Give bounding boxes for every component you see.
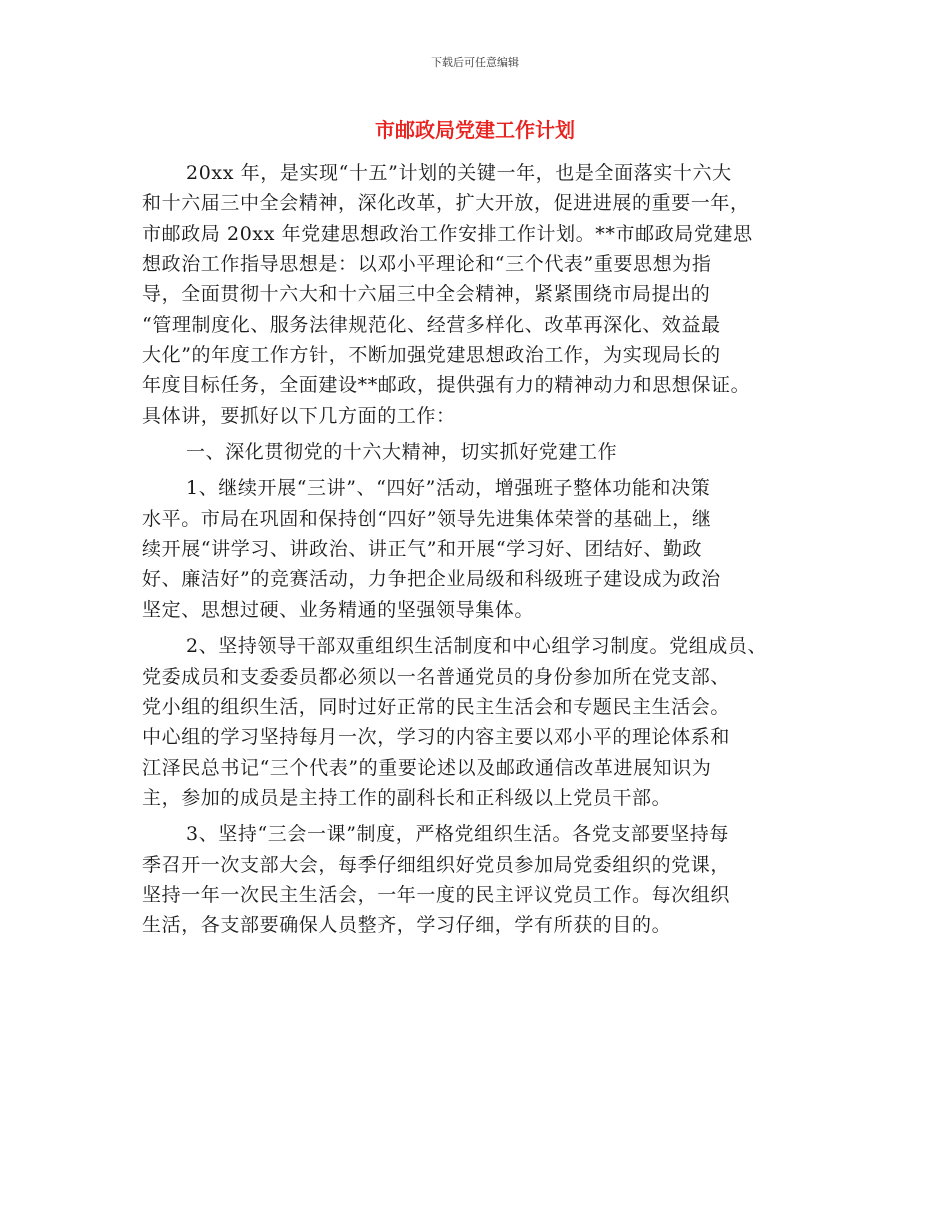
paragraph-line: 续开展“讲学习、讲政治、讲正气”和开展“学习好、团结好、勤政 xyxy=(142,538,703,561)
paragraph xyxy=(142,631,832,813)
paragraph-line: 一、深化贯彻党的十六大精神，切实抓好党建工作 xyxy=(186,441,618,464)
paragraph-line: 年度目标任务，全面建设**邮政，提供强有力的精神动力和思想保证。 xyxy=(142,374,751,397)
paragraph xyxy=(142,473,832,625)
header-note: 下载后可任意编辑 xyxy=(431,56,519,69)
paragraph xyxy=(142,819,832,940)
paragraph-line: 2、坚持领导干部双重组织生活制度和中心组学习制度。党组成员、 xyxy=(186,635,768,658)
paragraph xyxy=(142,437,832,467)
paragraph-line: 大化”的年度工作方针，不断加强党建思想政治工作，为实现局长的 xyxy=(142,344,721,367)
paragraph-line: 江泽民总书记“三个代表”的重要论述以及邮政通信改革进展知识为 xyxy=(142,756,712,779)
paragraph-line: 坚持一年一次民主生活会，一年一度的民主评议党员工作。每次组织 xyxy=(142,883,731,906)
paragraph-line: 和十六届三中全会精神，深化改革，扩大开放，促进进展的重要一年， xyxy=(142,192,750,215)
paragraph-line: 中心组的学习坚持每月一次，学习的内容主要以邓小平的理论体系和 xyxy=(142,726,731,749)
paragraph-line: 党委成员和支委委员都必须以一名普通党员的身份参加所在党支部、 xyxy=(142,665,731,688)
paragraph-line: 具体讲，要抓好以下几方面的工作： xyxy=(142,404,456,427)
paragraph-line: 主，参加的成员是主持工作的副科长和正科级以上党员干部。 xyxy=(142,786,672,809)
paragraph-line: 党小组的组织生活，同时过好正常的民主生活会和专题民主生活会。 xyxy=(142,695,731,718)
paragraph-line: 水平。市局在巩固和保持创“四好”领导先进集体荣誉的基础上，继 xyxy=(142,507,712,530)
paragraph-line: 20xx 年，是实现“十五”计划的关键一年，也是全面落实十六大 xyxy=(186,162,732,184)
paragraph-line: 导，全面贯彻十六大和十六届三中全会精神，紧紧围绕市局提出的 xyxy=(142,283,711,306)
paragraph-line: 想政治工作指导思想是：以邓小平理论和“三个代表”重要思想为指 xyxy=(142,253,712,276)
document-body xyxy=(142,158,832,941)
paragraph-line: 生活，各支部要确保人员整齐，学习仔细，学有所获的目的。 xyxy=(142,914,672,937)
paragraph-line: “管理制度化、服务法律规范化、经营多样化、改革再深化、效益最 xyxy=(142,313,721,336)
paragraph-line: 季召开一次支部大会，每季仔细组织好党员参加局党委组织的党课， xyxy=(142,853,731,876)
document-title: 市邮政局党建工作计划 xyxy=(375,118,575,142)
paragraph-line: 坚定、思想过硬、业务精通的坚强领导集体。 xyxy=(142,598,535,621)
paragraph xyxy=(142,158,832,431)
paragraph-line: 市邮政局 20xx 年党建思想政治工作安排工作计划。**市邮政局党建思 xyxy=(142,222,753,245)
paragraph-line: 好、廉洁好”的竞赛活动，力争把企业局级和科级班子建设成为政治 xyxy=(142,568,721,591)
paragraph-line: 3、坚持“三会一课”制度，严格党组织生活。各党支部要坚持每 xyxy=(186,823,729,846)
paragraph-line: 1、继续开展“三讲”、“四好”活动，增强班子整体功能和决策 xyxy=(186,477,711,500)
